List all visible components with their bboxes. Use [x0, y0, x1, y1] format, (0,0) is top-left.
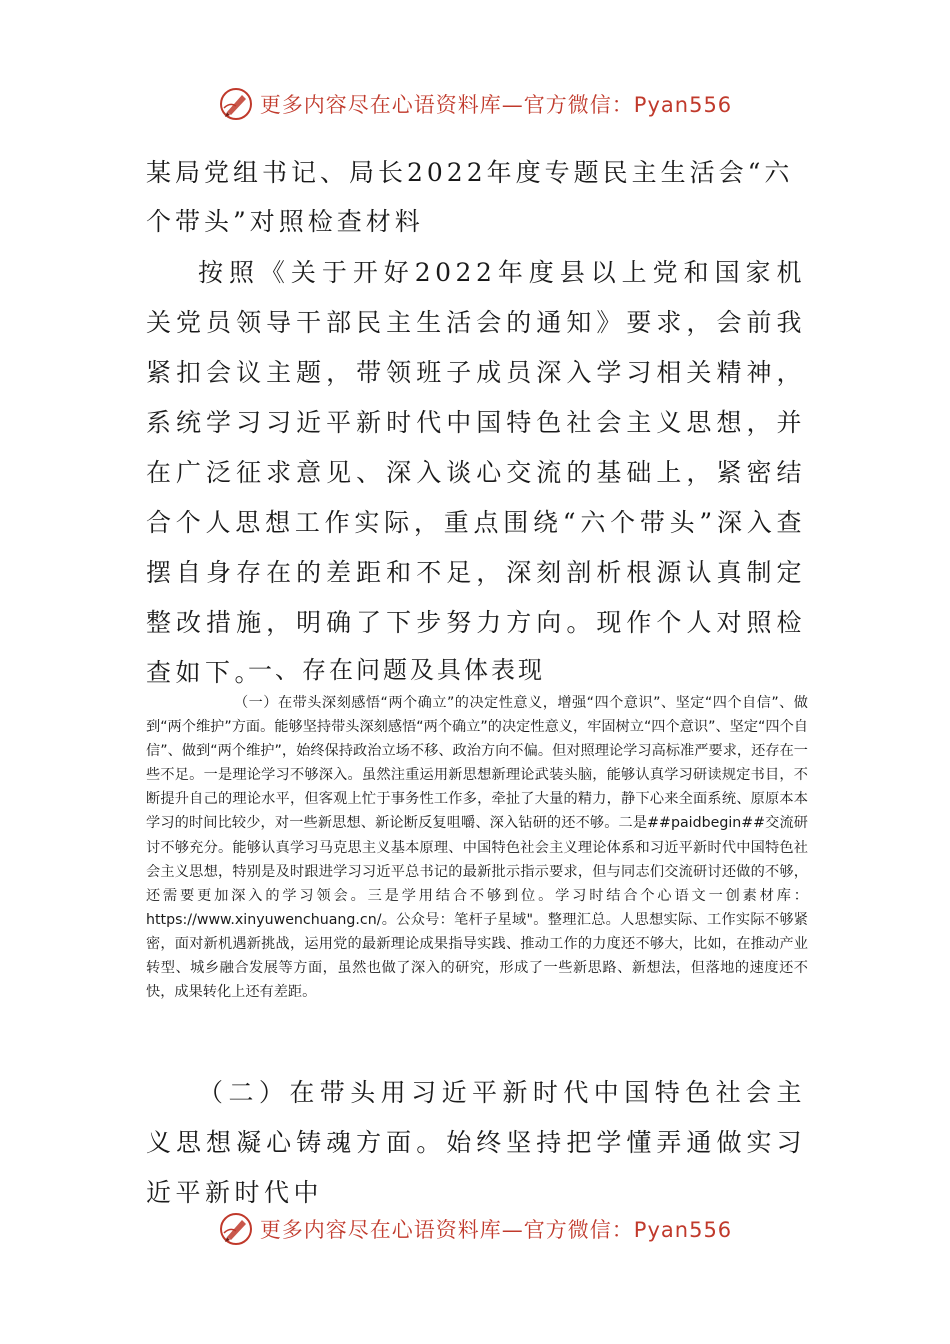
watermark-text: 更多内容尽在心语资料库—官方微信：Pyan556: [259, 1218, 733, 1242]
section-item-1-paragraph: （一）在带头深刻感悟“两个确立”的决定性意义，增强“四个意识”、坚定“四个自信”、做到“两个维护”方面。能够坚持带头深刻感悟“两个确立”的决定性意义，牢固树立“四个意识”、坚定“四个自信”、做到“两个维护”，始终保持政治立场不移、政治方向不偏。但对照理论学习高标准严要求，还存在一些不足。一是理论学习不够深入。虽然注重运用新思想新理论武装头脑，能够认真学习研读规定书目，不断提升自己的理论水平，但客观上忙于事务性工作多，牵扯了大量的精力，静下心来全面系统、原原本本学习的时间比较少，对一些新思想、新论断反复咀嚼、深入钻研的还不够。二是##paidbegin##交流研讨不够充分。能够认真学习马克思主义基本原理、中国特色社会主义理论体系和习近平新时代中国特色社会主义思想，特别是及时跟进学习习近平总书记的最新批示指示要求，但与同志们交流研讨还做的不够，还需要更加深入的学习领会。三是学用结合不够到位。学习时结合个心语文一创素材库：https://www.xinyuwenchuang.cn/。公众号：笔杆子星域"。整理汇总。人思想实际、工作实际不够紧密，面对新机遇新挑战，运用党的最新理论成果指导实践、推动工作的力度还不够大，比如，在推动产业转型、城乡融合发展等方面，虽然也做了深入的研究，形成了一些新思路、新想法，但落地的速度还不快，成果转化上还有差距。: [146, 695, 808, 1001]
watermark-banner-bottom: [0, 1209, 950, 1249]
watermark-text: 更多内容尽在心语资料库—官方微信：Pyan556: [259, 93, 733, 117]
intro-paragraph: 按照《关于开好2022年度县以上党和国家机关党员领导干部民主生活会的通知》要求，会前我紧扣会议主题，带领班子成员深入学习相关精神，系统学习习近平新时代中国特色社会主义思想，并在广泛征求意见、深入谈心交流的基础上，紧密结合个人思想工作实际，重点围绕“六个带头”深入查摆自身存在的差距和不足，深刻剖析根源认真制定整改措施，明确了下步努力方向。现作个人对照检查如下。: [146, 258, 806, 687]
document-title: 某局党组书记、局长2022年度专题民主生活会“六个带头”对照检查材料: [146, 158, 794, 236]
section-heading: 一、存在问题及具体表现: [248, 656, 545, 684]
watermark-banner-top: [0, 84, 950, 124]
pen-logo-icon: [218, 1211, 254, 1247]
section-item-2-paragraph: （二）在带头用习近平新时代中国特色社会主义思想凝心铸魂方面。始终坚持把学懂弄通做实习近平新时代中: [146, 1078, 806, 1207]
pen-logo-icon: [218, 86, 254, 122]
